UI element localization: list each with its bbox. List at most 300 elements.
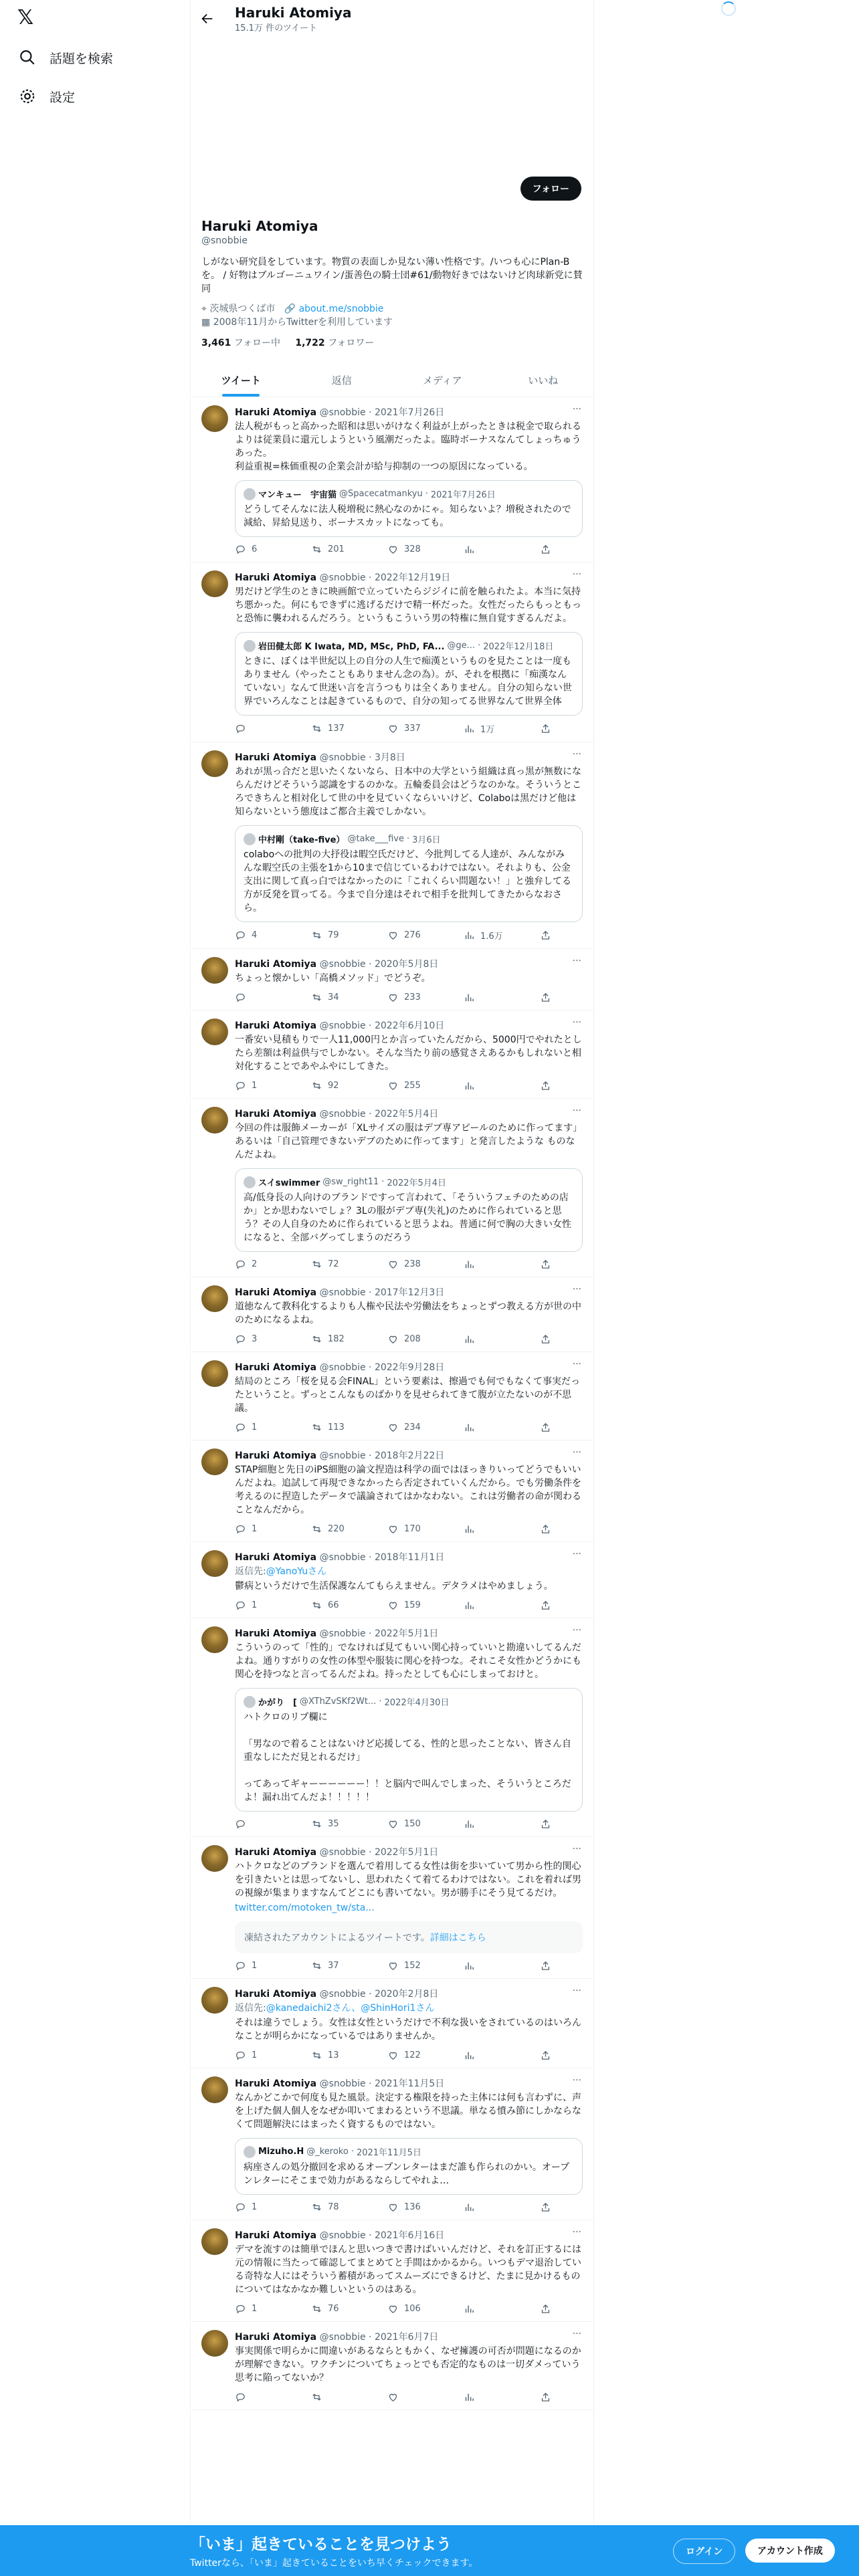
- views-button[interactable]: [464, 544, 504, 555]
- like-button[interactable]: [387, 1259, 427, 1270]
- like-button[interactable]: [387, 1523, 427, 1535]
- tweet-date[interactable]: 2022年12月19日: [374, 572, 451, 583]
- avatar[interactable]: [201, 2330, 228, 2357]
- tweet[interactable]: [191, 1099, 593, 1277]
- reply-button[interactable]: [235, 1818, 275, 1830]
- tweet-author-handle: @snobbie: [319, 1362, 366, 1373]
- retweet-button-count: 220: [328, 1524, 345, 1534]
- tweet[interactable]: [191, 949, 593, 1010]
- like-icon: [387, 2303, 399, 2315]
- views-icon: [464, 2050, 475, 2061]
- tweet-text: 鬱病というだけで生活保護なんてもらえません。デタラメはやめましょう。: [235, 1581, 553, 1592]
- reply-icon: [235, 544, 246, 555]
- share-icon: [540, 1600, 551, 1611]
- like-button[interactable]: [387, 1818, 427, 1830]
- like-button[interactable]: [387, 544, 427, 555]
- share-icon: [540, 2050, 551, 2061]
- tweet-body: [235, 1845, 583, 1971]
- tweet-date[interactable]: 2018年2月22日: [374, 1451, 445, 1461]
- tweet-date[interactable]: 2018年11月1日: [374, 1552, 445, 1563]
- tweet-header: Haruki Atomiya @snobbie · 2022年6月10日: [235, 1021, 445, 1031]
- more-options-icon[interactable]: ···: [572, 1017, 581, 1028]
- tweet-body: [235, 2228, 583, 2315]
- like-icon: [387, 544, 399, 555]
- retweet-button-count: 201: [328, 544, 345, 554]
- retweet-button[interactable]: [311, 2303, 351, 2315]
- tweet[interactable]: [191, 1440, 593, 1542]
- like-button[interactable]: [387, 1422, 427, 1433]
- retweet-button[interactable]: [311, 2050, 351, 2061]
- tweet[interactable]: [191, 1618, 593, 1837]
- more-options-icon[interactable]: ···: [572, 749, 581, 760]
- reply-button[interactable]: [235, 2202, 275, 2213]
- like-button-count: 276: [404, 930, 421, 940]
- share-button[interactable]: [540, 2391, 580, 2403]
- avatar[interactable]: [201, 1107, 228, 1134]
- share-button[interactable]: [540, 1818, 580, 1830]
- quoted-tweet-header: かがり [ @XThZvSKf2Wt... · 2022年4月30日: [244, 1695, 574, 1708]
- share-button[interactable]: [540, 1333, 580, 1345]
- tweet-author-name[interactable]: Haruki Atomiya: [235, 1989, 317, 2000]
- quoted-author-handle: @XThZvSKf2Wt...: [299, 1697, 377, 1707]
- reply-icon: [235, 2202, 246, 2213]
- quoted-author-name: マンキュー 宇宙猫: [258, 490, 337, 500]
- tweet[interactable]: [191, 1352, 593, 1440]
- like-icon: [387, 992, 399, 1003]
- reply-button[interactable]: [235, 2050, 275, 2061]
- notice-text: 凍結されたアカウントによるツイートです。: [244, 1933, 430, 1943]
- views-button-count: 1万: [480, 725, 495, 735]
- following-link[interactable]: [201, 338, 280, 348]
- views-icon: [464, 992, 475, 1003]
- quoted-tweet[interactable]: [235, 632, 583, 716]
- views-button[interactable]: [464, 992, 504, 1003]
- avatar[interactable]: [201, 1626, 228, 1653]
- reply-icon: [235, 1422, 246, 1433]
- quoted-tweet-header: スイswimmer @sw_right11 · 2022年5月4日: [244, 1176, 574, 1188]
- quoted-author-name: 岩田健太郎 K Iwata, MD, MSc, PhD, FA...: [258, 642, 445, 652]
- like-button[interactable]: [387, 2202, 427, 2213]
- avatar[interactable]: [201, 1448, 228, 1475]
- quoted-tweet[interactable]: [235, 825, 583, 922]
- like-icon: [387, 1600, 399, 1611]
- like-button-count: 234: [404, 1422, 421, 1432]
- tab-replies[interactable]: 返信: [331, 374, 352, 387]
- views-button[interactable]: [464, 1080, 504, 1091]
- retweet-button-count: 66: [328, 1600, 339, 1610]
- share-icon: [540, 930, 551, 941]
- retweet-button[interactable]: [311, 1600, 351, 1611]
- avatar[interactable]: [201, 1845, 228, 1872]
- like-button-count: 328: [404, 544, 421, 554]
- tweet-actions: [235, 1600, 583, 1611]
- tweet-text: 男だけど学生のときに映画館で立っていたらジジイに前を触られたよ。本当に気持ち悪かった。何にもできずに逃げるだけで精一杯だった。女性だったらもっともっと恐怖に襲われるんだろう。というもこういう男の特権に無自覚すぎるんだよ。: [235, 586, 581, 624]
- more-options-icon[interactable]: ···: [572, 1549, 581, 1560]
- tweet[interactable]: [191, 2322, 593, 2410]
- tweet-text: 今回の件は服飾メーカーが「XLサイズの服はデブ専アピールのために作ってます」あるいは「自己管理できないデブのために作ってます」と発言したような ものなんだよね。: [235, 1123, 583, 1160]
- retweet-button[interactable]: [311, 1960, 351, 1971]
- tweet-author-handle: @snobbie: [319, 752, 366, 763]
- share-button[interactable]: [540, 1960, 580, 1971]
- tweet-header: Haruki Atomiya @snobbie · 2018年11月1日: [235, 1552, 445, 1563]
- share-icon: [540, 544, 551, 555]
- share-icon: [540, 1422, 551, 1433]
- like-button[interactable]: [387, 1080, 427, 1091]
- avatar[interactable]: [201, 1550, 228, 1577]
- more-options-icon[interactable]: ···: [572, 1359, 581, 1370]
- reply-button[interactable]: [235, 544, 275, 555]
- share-button[interactable]: [540, 1422, 580, 1433]
- quoted-tweet[interactable]: [235, 1168, 583, 1252]
- reply-button[interactable]: [235, 2391, 275, 2403]
- quoted-author-name: 中村剛（take-five）: [258, 835, 345, 845]
- tweet-header: Haruki Atomiya @snobbie · 2021年11月5日: [235, 2078, 445, 2089]
- retweet-button-count: 137: [328, 724, 345, 734]
- tweet[interactable]: [191, 1277, 593, 1352]
- tweet[interactable]: [191, 397, 593, 562]
- follow-button[interactable]: フォロー: [520, 177, 581, 201]
- quoted-date: 2021年11月5日: [356, 2148, 421, 2158]
- prompt-subtitle: Twitterなら、「いま」起きていることをいち早くチェックできます。: [190, 2558, 478, 2569]
- tweet[interactable]: [191, 562, 593, 742]
- share-button[interactable]: [540, 1523, 580, 1535]
- quoted-tweet-header: 岩田健太郎 K Iwata, MD, MSc, PhD, FA... @ge... · 2022年12月18日: [244, 639, 574, 652]
- views-button[interactable]: [464, 722, 504, 735]
- views-button[interactable]: [464, 2391, 504, 2403]
- tweet-actions: [235, 544, 583, 555]
- more-options-icon[interactable]: ···: [572, 1625, 581, 1636]
- retweet-button[interactable]: [311, 992, 351, 1003]
- tweet-body: [235, 1987, 583, 2061]
- tweet-actions: [235, 929, 583, 942]
- quoted-tweet[interactable]: [235, 1688, 583, 1812]
- tweet-body: [235, 1626, 583, 1830]
- quoted-author-handle: @take___five: [347, 834, 404, 844]
- share-button[interactable]: [540, 1080, 580, 1091]
- like-button[interactable]: [387, 2050, 427, 2061]
- views-icon: [464, 1080, 475, 1091]
- tweet-author-handle: @snobbie: [319, 1628, 366, 1639]
- retweet-button-count: 182: [328, 1334, 345, 1344]
- avatar[interactable]: [201, 2076, 228, 2103]
- login-button[interactable]: ログイン: [673, 2539, 735, 2564]
- views-button[interactable]: [464, 1960, 504, 1971]
- quoted-author-handle: @Spacecatmankyu: [339, 489, 423, 499]
- more-options-icon[interactable]: ···: [572, 1105, 581, 1116]
- tweet-author-handle: @snobbie: [319, 1109, 366, 1119]
- share-button[interactable]: [540, 544, 580, 555]
- avatar[interactable]: [201, 405, 228, 432]
- reply-button[interactable]: [235, 1333, 275, 1345]
- more-options-icon[interactable]: ···: [572, 1844, 581, 1854]
- rt-icon: [311, 1600, 322, 1611]
- tab-media[interactable]: メディア: [422, 374, 462, 387]
- tweet-actions: [235, 2202, 583, 2213]
- views-button[interactable]: [464, 1333, 504, 1345]
- signup-button[interactable]: アカウント作成: [745, 2539, 835, 2563]
- more-options-icon[interactable]: ···: [572, 2329, 581, 2339]
- tweet-text: あれが黒っ合だと思いたくないなら、日本中の大学という組織は真っ黒が無数にならんだけどそういう認識をするのかな。五輪委員会はどうなのかな。そういうところできちんと相対化して世の中を見ていくならいいけど、Colaboは黒だけど他は知らないという態度はご都合主義でしかない。: [235, 766, 581, 817]
- avatar[interactable]: [201, 2228, 228, 2255]
- views-button[interactable]: [464, 2303, 504, 2315]
- tweet[interactable]: [191, 1837, 593, 1979]
- avatar[interactable]: [201, 750, 228, 777]
- tweet-date[interactable]: 2022年5月1日: [374, 1847, 439, 1858]
- quoted-author-handle: @_keroko: [306, 2147, 349, 2157]
- retweet-button[interactable]: [311, 929, 351, 942]
- views-button[interactable]: [464, 1259, 504, 1270]
- views-button[interactable]: [464, 1422, 504, 1433]
- tweet-actions: [235, 1523, 583, 1535]
- rt-icon: [311, 544, 322, 555]
- tweet-date[interactable]: 3月8日: [374, 752, 405, 763]
- avatar[interactable]: [201, 1018, 228, 1045]
- reply-button[interactable]: [235, 1600, 275, 1611]
- retweet-button[interactable]: [311, 1259, 351, 1270]
- tweet-author-name[interactable]: Haruki Atomiya: [235, 1451, 317, 1461]
- tweet-body: [235, 1360, 583, 1433]
- retweet-button-count: 76: [328, 2304, 339, 2314]
- like-button[interactable]: [387, 2391, 427, 2403]
- avatar[interactable]: [201, 1360, 228, 1387]
- tweet-author-handle: @snobbie: [319, 1021, 366, 1031]
- reply-button-count: 2: [252, 1259, 258, 1269]
- like-button[interactable]: [387, 1960, 427, 1971]
- like-button-count: 337: [404, 724, 421, 734]
- tweet-author-name[interactable]: Haruki Atomiya: [235, 752, 317, 763]
- quoted-tweet-header: Mizuho.H @_keroko · 2021年11月5日: [244, 2145, 574, 2158]
- views-button[interactable]: [464, 2202, 504, 2213]
- reply-button[interactable]: [235, 1523, 275, 1535]
- views-button[interactable]: [464, 1523, 504, 1535]
- tweet-date[interactable]: 2020年5月8日: [374, 959, 439, 970]
- more-options-icon[interactable]: ···: [572, 1985, 581, 1996]
- followers-link[interactable]: [295, 338, 374, 348]
- reply-icon: [235, 1960, 246, 1971]
- quoted-date: 2021年7月26日: [430, 490, 496, 500]
- reply-button[interactable]: [235, 992, 275, 1003]
- like-button[interactable]: [387, 929, 427, 942]
- rt-icon: [311, 930, 322, 941]
- tweet-date[interactable]: 2020年2月8日: [374, 1989, 439, 2000]
- tweet-author-name[interactable]: Haruki Atomiya: [235, 1109, 317, 1119]
- views-icon: [464, 723, 475, 734]
- reply-button[interactable]: [235, 722, 275, 735]
- tweet-link[interactable]: twitter.com/motoken_tw/sta...: [235, 1903, 375, 1913]
- reply-button-count: 1: [252, 2050, 258, 2060]
- retweet-button[interactable]: [311, 544, 351, 555]
- like-button[interactable]: [387, 992, 427, 1003]
- tweet-date[interactable]: 2022年9月28日: [374, 1362, 445, 1373]
- nav-settings[interactable]: [19, 83, 75, 110]
- retweet-button[interactable]: [311, 1333, 351, 1345]
- more-options-icon[interactable]: ···: [572, 956, 581, 966]
- like-icon: [387, 1818, 399, 1830]
- reply-button[interactable]: [235, 2303, 275, 2315]
- tweet-author-name[interactable]: Haruki Atomiya: [235, 2332, 317, 2343]
- avatar[interactable]: [201, 957, 228, 984]
- avatar[interactable]: [201, 570, 228, 597]
- views-icon: [464, 1818, 475, 1830]
- quoted-author-name: Mizuho.H: [258, 2147, 304, 2157]
- reply-button[interactable]: [235, 1259, 275, 1270]
- retweet-button[interactable]: [311, 2391, 351, 2403]
- reply-icon: [235, 2303, 246, 2315]
- profile-url[interactable]: about.me/snobbie: [298, 304, 384, 314]
- tweet-author-handle: @snobbie: [319, 1287, 366, 1298]
- tweet-date[interactable]: 2022年6月10日: [374, 1021, 445, 1031]
- tweet-author-handle: @snobbie: [319, 1451, 366, 1461]
- tweet[interactable]: [191, 1010, 593, 1099]
- views-icon: [464, 1600, 475, 1611]
- quoted-tweet[interactable]: [235, 480, 583, 537]
- tweet-body: [235, 2330, 583, 2403]
- tab-likes[interactable]: いいね: [528, 374, 559, 387]
- following-count: 3,461: [201, 338, 231, 348]
- share-button[interactable]: [540, 1600, 580, 1611]
- like-button-count: 233: [404, 992, 421, 1002]
- like-button-count: 136: [404, 2202, 421, 2212]
- tweet-author-name[interactable]: Haruki Atomiya: [235, 1021, 317, 1031]
- views-button[interactable]: [464, 2050, 504, 2061]
- tweet-header: Haruki Atomiya @snobbie · 2020年5月8日: [235, 959, 439, 970]
- tweet[interactable]: [191, 2220, 593, 2322]
- tweet-actions: [235, 2303, 583, 2315]
- tweet-author-name[interactable]: Haruki Atomiya: [235, 1287, 317, 1298]
- quoted-avatar: [244, 2146, 256, 2158]
- quoted-tweet-text: どうしてそんなに法人税増税に熱心なのかにゃ。知らないよ？増税されたので減給、昇給見送り、ボーナスカットになっても。: [244, 504, 571, 528]
- avatar[interactable]: [201, 1285, 228, 1312]
- share-icon: [540, 992, 551, 1003]
- tweet-date[interactable]: 2017年12月3日: [374, 1287, 445, 1298]
- avatar[interactable]: [201, 1987, 228, 2014]
- more-options-icon[interactable]: ···: [572, 2075, 581, 2086]
- share-button[interactable]: [540, 2202, 580, 2213]
- tweet-author-name[interactable]: Haruki Atomiya: [235, 1628, 317, 1639]
- like-button[interactable]: [387, 1600, 427, 1611]
- tweet-date[interactable]: 2021年7月26日: [374, 407, 445, 418]
- quoted-tweet[interactable]: [235, 2138, 583, 2195]
- reply-icon: [235, 2391, 246, 2403]
- tweet-body: [235, 1107, 583, 1270]
- reply-button[interactable]: [235, 1960, 275, 1971]
- reply-button-count: 1: [252, 1524, 258, 1534]
- quoted-tweet-text: colaboへの批判の大抒役は暇空氏だけど、今批判してる人達が、みんながみんな暇空氏の主張を1から10まで信じているわけではない。それよりも、公金支出に関して真っ白ではなかったのに「これくらい問題ない！」と強弁してる方が反発を買ってる。今まで自分達はそれで相手を批判してきたからなおさら。: [244, 849, 571, 914]
- tweet-author-name[interactable]: Haruki Atomiya: [235, 959, 317, 970]
- tweet-date[interactable]: 2022年5月4日: [374, 1109, 439, 1119]
- retweet-button[interactable]: [311, 722, 351, 735]
- reply-button[interactable]: [235, 1422, 275, 1433]
- tab-tweets[interactable]: ツイート: [191, 364, 292, 397]
- tweet[interactable]: [191, 2068, 593, 2220]
- reply-to-user[interactable]: @kanedaichi2さん、@ShinHori1さん: [266, 2003, 435, 2014]
- more-options-icon[interactable]: ···: [572, 1284, 581, 1295]
- tweet-date[interactable]: 2022年5月1日: [374, 1628, 439, 1639]
- nav-search[interactable]: [19, 44, 113, 71]
- tweet-header: Haruki Atomiya @snobbie · 2018年2月22日: [235, 1451, 445, 1461]
- more-options-icon[interactable]: ···: [572, 569, 581, 580]
- tweet-author-name[interactable]: Haruki Atomiya: [235, 1362, 317, 1373]
- share-button[interactable]: [540, 2303, 580, 2315]
- profile-handle: @snobbie: [201, 235, 248, 246]
- tweet-actions: [235, 1818, 583, 1830]
- profile-meta: [201, 302, 583, 329]
- tweet-author-name[interactable]: Haruki Atomiya: [235, 1552, 317, 1563]
- quoted-avatar: [244, 1696, 256, 1708]
- tweet[interactable]: [191, 742, 593, 949]
- more-options-icon[interactable]: ···: [572, 2227, 581, 2238]
- tweet-date[interactable]: 2021年6月16日: [374, 2230, 445, 2241]
- tweet-body: [235, 1285, 583, 1345]
- retweet-button-count: 34: [328, 992, 339, 1002]
- retweet-button[interactable]: [311, 1080, 351, 1091]
- tweet-text: デマを流すのは簡単でほんと思いつきで書けばいいんだけど、それを訂正するには元の情報に当たって確認してまとめてと手間はかかるから。いつもデマ退治している奇特な人にはそういう蓄積があってスムーズにできるけど、たまに見かけるものについてはなかなか難しいというのはある。: [235, 2244, 581, 2295]
- x-logo-icon[interactable]: 𝕏: [17, 6, 34, 29]
- tweet-author-name[interactable]: Haruki Atomiya: [235, 2078, 317, 2089]
- like-button[interactable]: [387, 722, 427, 735]
- tweet-author-handle: @snobbie: [319, 2230, 366, 2241]
- reply-button-count: 1: [252, 1422, 258, 1432]
- tweet-author-handle: @snobbie: [319, 959, 366, 970]
- retweet-button[interactable]: [311, 2202, 351, 2213]
- share-button[interactable]: [540, 2050, 580, 2061]
- like-icon: [387, 1960, 399, 1971]
- like-button[interactable]: [387, 1333, 427, 1345]
- share-button[interactable]: [540, 929, 580, 942]
- retweet-button[interactable]: [311, 1818, 351, 1830]
- quoted-date: 2022年5月4日: [387, 1178, 447, 1188]
- tweet-author-name[interactable]: Haruki Atomiya: [235, 1847, 317, 1858]
- rt-icon: [311, 1080, 322, 1091]
- reply-button[interactable]: [235, 929, 275, 942]
- tweet-author-name[interactable]: Haruki Atomiya: [235, 572, 317, 583]
- reply-button[interactable]: [235, 1080, 275, 1091]
- profile-joined: 2008年11月からTwitterを利用しています: [213, 317, 393, 328]
- like-button-count: 122: [404, 2050, 421, 2060]
- like-button-count: 152: [404, 1961, 421, 1971]
- back-arrow-icon[interactable]: [200, 11, 215, 26]
- like-icon: [387, 723, 399, 734]
- more-options-icon[interactable]: ···: [572, 404, 581, 415]
- share-button[interactable]: [540, 992, 580, 1003]
- share-button[interactable]: [540, 722, 580, 735]
- views-button[interactable]: [464, 1818, 504, 1830]
- rt-icon: [311, 2202, 322, 2213]
- quoted-tweet-header: 中村剛（take-five） @take___five · 3月6日: [244, 833, 574, 845]
- tweet-date[interactable]: 2021年6月7日: [374, 2332, 439, 2343]
- retweet-button[interactable]: [311, 1523, 351, 1535]
- like-button[interactable]: [387, 2303, 427, 2315]
- share-button[interactable]: [540, 1259, 580, 1270]
- retweet-button-count: 113: [328, 1422, 345, 1432]
- tweet[interactable]: [191, 1542, 593, 1618]
- tweet-date[interactable]: 2021年11月5日: [374, 2078, 445, 2089]
- reply-to-label: 返信先:: [235, 1566, 266, 1577]
- tweet-author-name[interactable]: Haruki Atomiya: [235, 2230, 317, 2241]
- more-options-icon[interactable]: ···: [572, 1447, 581, 1458]
- tweet-author-name[interactable]: Haruki Atomiya: [235, 407, 317, 418]
- rt-icon: [311, 1333, 322, 1345]
- tweet[interactable]: [191, 1979, 593, 2068]
- views-button[interactable]: [464, 1600, 504, 1611]
- quoted-author-name: かがり [: [258, 1698, 297, 1708]
- quoted-date: 2022年4月30日: [384, 1698, 450, 1708]
- notice-link[interactable]: 詳細はこちら: [430, 1933, 486, 1943]
- views-button[interactable]: [464, 929, 504, 942]
- reply-to-user[interactable]: @YanoYuさん: [266, 1566, 327, 1577]
- retweet-button[interactable]: [311, 1422, 351, 1433]
- login-prompt-bar: [0, 2525, 859, 2576]
